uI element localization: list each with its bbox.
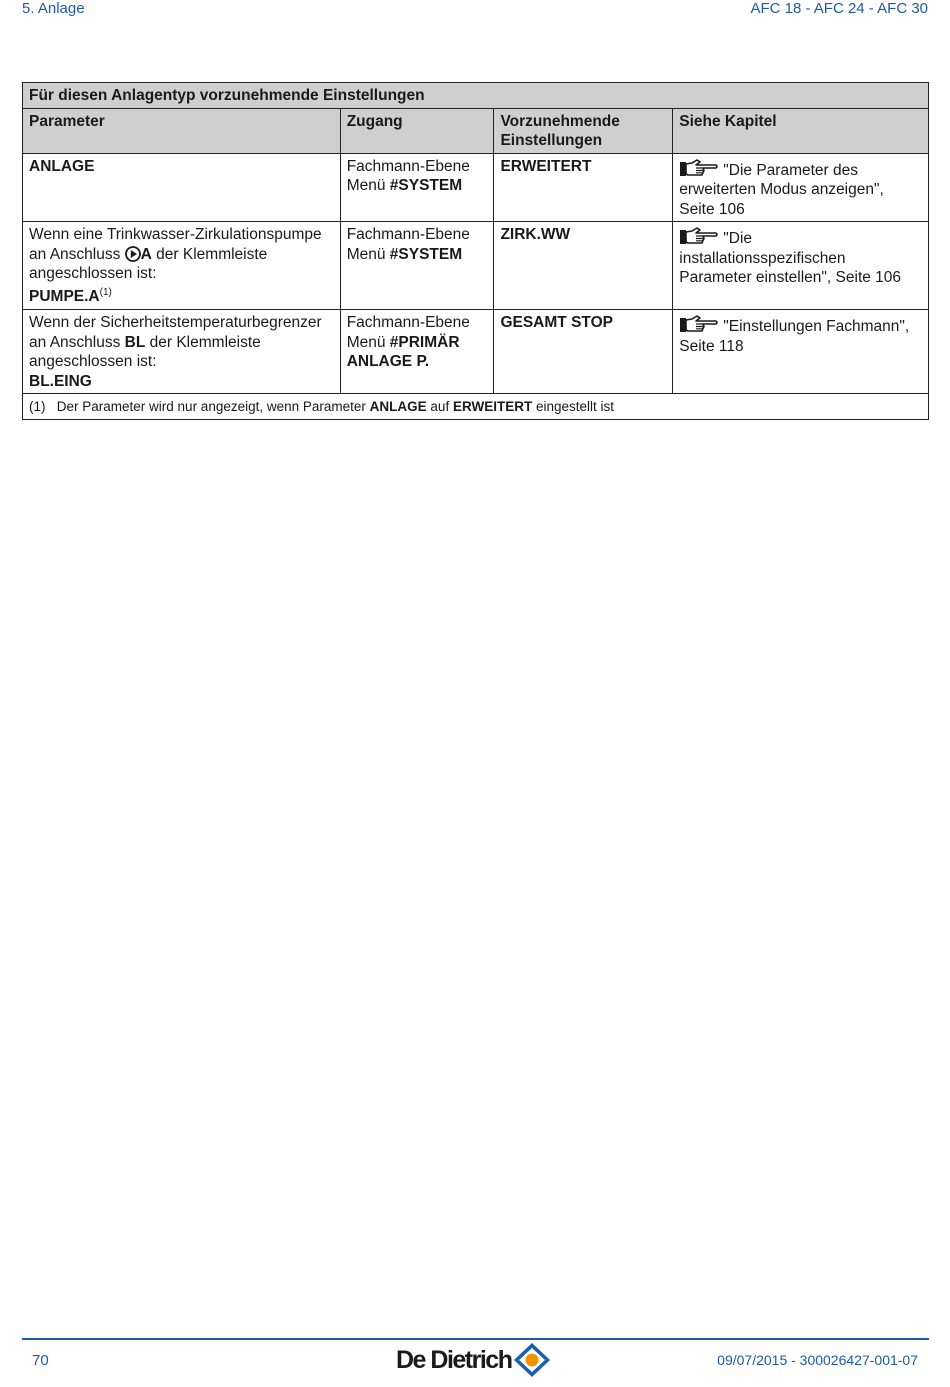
chapter-cell bbox=[673, 222, 929, 310]
chapter-reference: "Die Parameter des erweiterten Modus anzeigen", bbox=[679, 161, 884, 198]
pointing-hand-icon bbox=[679, 159, 719, 179]
parameter-name: BL.EING bbox=[29, 372, 92, 390]
chapter-cell bbox=[673, 310, 929, 394]
pointing-hand-icon bbox=[679, 227, 719, 247]
access-level: Fachmann-Ebene bbox=[346, 314, 470, 331]
pointing-hand-icon bbox=[679, 315, 719, 335]
connector-label: A bbox=[140, 245, 152, 263]
column-header-chapter: Siehe Kapitel bbox=[673, 108, 929, 153]
table-caption: Für diesen Anlagentyp vorzunehmende Einstellungen bbox=[23, 83, 929, 109]
parameter-description: Wenn eine Trinkwasser-Zirkulationspumpe an Anschluss bbox=[29, 226, 322, 263]
chapter-page: Seite 106 bbox=[679, 200, 745, 218]
footnote-text-end: eingestellt ist bbox=[532, 399, 615, 414]
access-menu: #SYSTEM bbox=[389, 177, 463, 194]
parameter-name: ANLAGE bbox=[29, 157, 95, 175]
access-menu-prefix: Menü bbox=[346, 245, 390, 263]
chapter-reference: "Die installationsspezifischen Parameter einstellen", Seite 106 bbox=[679, 230, 902, 286]
parameter-cell bbox=[23, 222, 341, 310]
access-menu-prefix: Menü bbox=[346, 177, 390, 194]
diamond-logo-icon bbox=[513, 1342, 551, 1378]
setting-cell bbox=[494, 222, 673, 310]
document-reference: 09/07/2015 - 300026427-001-07 bbox=[717, 1352, 918, 1368]
footnote-text-mid: auf bbox=[426, 399, 453, 414]
table-row bbox=[23, 153, 929, 222]
access-cell bbox=[340, 222, 494, 310]
column-header-access: Zugang bbox=[340, 108, 494, 153]
setting-cell bbox=[494, 153, 673, 222]
parameter-description-end: der Klemmleiste angeschlossen ist: bbox=[29, 333, 261, 370]
parameter-cell bbox=[23, 310, 341, 394]
footnote-text: Der Parameter wird nur angezeigt, wenn Parameter bbox=[56, 399, 370, 414]
connector-play-icon bbox=[125, 246, 141, 262]
parameter-description: Wenn der Sicherheitstemperaturbegrenzer an Anschluss bbox=[29, 314, 322, 351]
access-menu: #SYSTEM bbox=[389, 245, 463, 263]
footnote-row bbox=[23, 394, 929, 420]
footer-divider bbox=[22, 1338, 929, 1340]
footnote bbox=[23, 394, 929, 420]
chapter-reference: "Einstellungen Fachmann", Seite 118 bbox=[679, 318, 910, 355]
table-header-row bbox=[23, 108, 929, 153]
setting-value: ERWEITERT bbox=[500, 157, 592, 175]
brand-name: De Dietrich bbox=[396, 1345, 512, 1374]
table-row bbox=[23, 222, 929, 310]
column-header-settings: Vorzunehmende Einstellungen bbox=[494, 108, 673, 153]
footnote-number: (1) bbox=[29, 399, 46, 414]
setting-cell bbox=[494, 310, 673, 394]
table-row bbox=[23, 310, 929, 394]
settings-table bbox=[22, 82, 929, 420]
access-level: Fachmann-Ebene bbox=[346, 157, 470, 175]
section-title: 5. Anlage bbox=[22, 0, 85, 17]
access-cell bbox=[340, 153, 494, 222]
parameter-description-end: der Klemmleiste angeschlossen ist: bbox=[29, 245, 268, 282]
footnote-param: ANLAGE bbox=[369, 399, 427, 414]
parameter-name: PUMPE.A bbox=[29, 287, 100, 305]
parameter-cell bbox=[23, 153, 341, 222]
setting-value: GESAMT STOP bbox=[500, 314, 613, 331]
column-header-parameter: Parameter bbox=[23, 108, 341, 153]
setting-value: ZIRK.WW bbox=[500, 226, 571, 243]
chapter-cell bbox=[673, 153, 929, 222]
access-cell bbox=[340, 310, 494, 394]
model-title: AFC 18 - AFC 24 - AFC 30 bbox=[750, 0, 928, 17]
page-number: 70 bbox=[32, 1352, 49, 1369]
access-menu-prefix: Menü bbox=[346, 333, 390, 351]
footnote-value: ERWEITERT bbox=[452, 399, 533, 414]
footnote-marker: (1) bbox=[99, 286, 112, 298]
connector-label: BL bbox=[124, 333, 146, 351]
brand-logo bbox=[396, 1342, 551, 1378]
access-menu: #PRIMÄR ANLAGE P. bbox=[346, 333, 460, 370]
access-level: Fachmann-Ebene bbox=[346, 226, 470, 243]
table-caption-row bbox=[23, 83, 929, 109]
